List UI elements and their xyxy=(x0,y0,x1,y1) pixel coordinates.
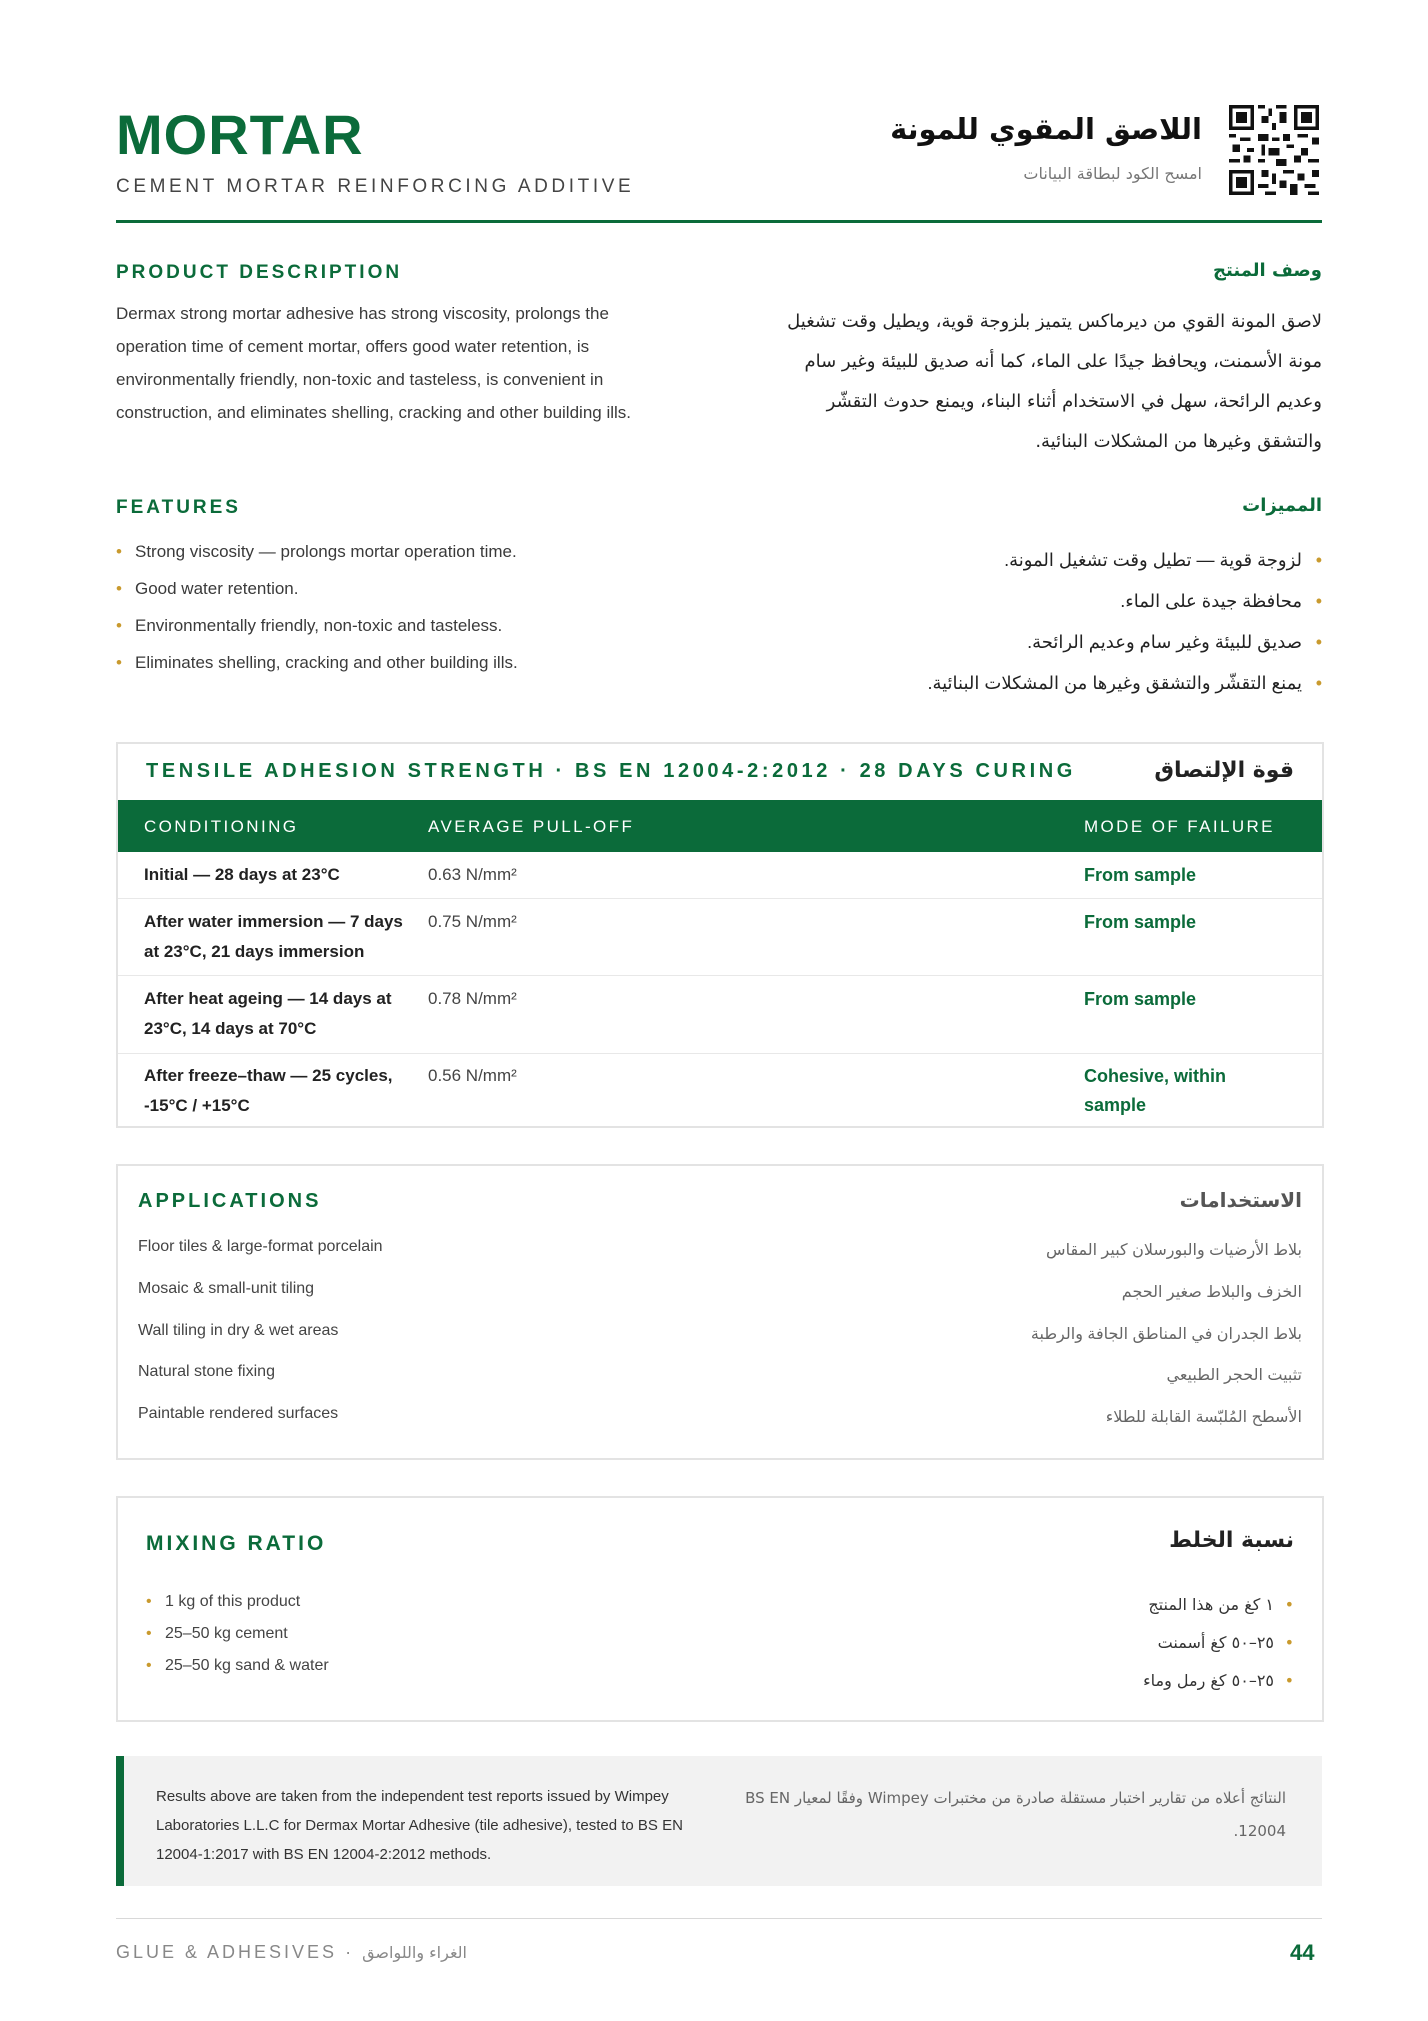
note-text: Results above are taken from the independent test reports issued by Wimpey Laboratories L.L.C for Dermax Mortar Adhesive (tile adhesive), tested to BS EN 12004-1:2017 with BS EN 12004-2:2012 methods. xyxy=(156,1788,683,1863)
features-heading-arabic: المميزات xyxy=(1242,495,1322,516)
application-item-arabic: الأسطح المُلبّسة القابلة للطلاء xyxy=(1105,1409,1302,1426)
feature-item-arabic: • يمنع التقشّر والتشقق وغيرها من المشكلات البنائية. xyxy=(702,663,1322,704)
footer-divider xyxy=(116,1918,1322,1919)
mixing-item: • 25–50 kg cement xyxy=(146,1618,329,1650)
cell-mode-of-failure: Cohesive, within sample xyxy=(1084,1066,1227,1115)
column-header-pull-off: AVERAGE PULL-OFF xyxy=(428,817,635,836)
description-heading: PRODUCT DESCRIPTION xyxy=(116,262,403,283)
product-title-arabic: اللاصق المقوي للمونة xyxy=(890,112,1202,146)
cell-mode-of-failure: From sample xyxy=(1084,865,1197,885)
applications-heading: APPLICATIONS xyxy=(138,1190,322,1212)
cell-pull-off: 0.78 N/mm² xyxy=(428,989,517,1008)
column-header-mode: MODE OF FAILURE xyxy=(1084,817,1275,836)
table-title: TENSILE ADHESION STRENGTH · BS EN 12004-2:2012 · 28 DAYS CURING xyxy=(146,760,1076,782)
cell-pull-off: 0.75 N/mm² xyxy=(428,912,517,931)
features-list-arabic xyxy=(702,540,1322,704)
applications-heading-arabic: الاستخدامات xyxy=(1179,1188,1302,1212)
application-item-arabic: بلاط الأرضيات والبورسلان كبير المقاس xyxy=(1046,1242,1302,1259)
application-item: Natural stone fixing xyxy=(138,1363,275,1380)
description-heading-arabic: وصف المنتج xyxy=(1213,260,1322,281)
cell-pull-off: 0.63 N/mm² xyxy=(428,865,517,884)
note-text-arabic: النتائج أعلاه من تقارير اختبار مستقلة صادرة من مختبرات Wimpey وفقًا لمعيار BS EN 12004. xyxy=(745,1789,1286,1840)
cell-conditioning: Initial — 28 days at 23°C xyxy=(144,865,340,884)
description-text: Dermax strong mortar adhesive has strong viscosity, prolongs the operation time of cement mortar, offers good water retention, is environmentally friendly, non-toxic and tasteless, is convenient in construction, and eliminates shelling, cracking and other building ills. xyxy=(116,304,632,422)
feature-item: • Strong viscosity — prolongs mortar operation time. xyxy=(116,533,686,570)
application-item-arabic: الخزف والبلاط صغير الحجم xyxy=(1121,1284,1302,1301)
product-title: MORTAR xyxy=(116,103,364,166)
footer-category-arabic: الغراء واللواصق xyxy=(362,1943,467,1962)
application-item: Floor tiles & large-format porcelain xyxy=(138,1238,383,1255)
feature-item-arabic: • صديق للبيئة وغير سام وعديم الرائحة. xyxy=(702,622,1322,663)
application-item: Paintable rendered surfaces xyxy=(138,1405,339,1422)
table-header-row xyxy=(118,800,1322,852)
application-item: Wall tiling in dry & wet areas xyxy=(138,1322,339,1339)
header-divider xyxy=(116,220,1322,223)
feature-item-arabic: • محافظة جيدة على الماء. xyxy=(702,581,1322,622)
column-header-conditioning: CONDITIONING xyxy=(144,817,299,836)
tensile-strength-table xyxy=(116,742,1324,1128)
product-subtitle: CEMENT MORTAR REINFORCING ADDITIVE xyxy=(116,176,635,197)
applications-card xyxy=(116,1164,1324,1460)
mixing-heading: MIXING RATIO xyxy=(146,1532,327,1555)
mixing-item-arabic: • ٢٥–٥٠ كغ أسمنت xyxy=(994,1624,1294,1662)
footer-category-label: GLUE & ADHESIVES · xyxy=(116,1942,355,1962)
cell-conditioning: After water immersion — 7 days at 23°C, 21 days immersion xyxy=(144,912,403,961)
mixing-item: • 25–50 kg sand & water xyxy=(146,1650,329,1682)
test-results-note xyxy=(116,1756,1322,1886)
note-accent-bar xyxy=(116,1756,124,1886)
mixing-list xyxy=(146,1586,329,1682)
application-item-arabic: تثبيت الحجر الطبيعي xyxy=(1166,1367,1302,1384)
feature-item: • Eliminates shelling, cracking and other building ills. xyxy=(116,644,686,681)
application-item-arabic: بلاط الجدران في المناطق الجافة والرطبة xyxy=(1030,1326,1302,1343)
description-text-arabic: لاصق المونة القوي من ديرماكس يتميز بلزوجة قوية، ويطيل وقت تشغيل مونة الأسمنت، ويحافظ جيدًا على الماء، كما أنه صديق للبيئة وغير سام وعديم الرائحة، سهل في الاستخدام أثناء البناء، ويمنع حدوث التقشّر والتشقق وغيرها من المشكلات البنائية. xyxy=(787,311,1322,452)
mixing-item-arabic: • ٢٥–٥٠ كغ رمل وماء xyxy=(994,1662,1294,1700)
cell-mode-of-failure: From sample xyxy=(1084,912,1197,932)
feature-item-arabic: • لزوجة قوية — تطيل وقت تشغيل المونة. xyxy=(702,540,1322,581)
table-row xyxy=(118,976,1322,1054)
cell-conditioning: After heat ageing — 14 days at 23°C, 14 days at 70°C xyxy=(144,989,392,1038)
mixing-ratio-card xyxy=(116,1496,1324,1722)
footer-category xyxy=(116,1942,467,1963)
mixing-item-arabic: • ١ كغ من هذا المنتج xyxy=(994,1586,1294,1624)
mixing-heading-arabic: نسبة الخلط xyxy=(1169,1528,1294,1553)
table-row xyxy=(118,852,1322,899)
features-list xyxy=(116,533,686,681)
table-title-arabic: قوة الإلتصاق xyxy=(1154,758,1294,783)
cell-conditioning: After freeze–thaw — 25 cycles, -15°C / +15°C xyxy=(144,1066,393,1115)
application-item: Mosaic & small-unit tiling xyxy=(138,1280,315,1297)
qr-code-icon[interactable] xyxy=(1229,105,1319,195)
table-row xyxy=(118,899,1322,976)
feature-item: • Good water retention. xyxy=(116,570,686,607)
feature-item: • Environmentally friendly, non-toxic and tasteless. xyxy=(116,607,686,644)
cell-mode-of-failure: From sample xyxy=(1084,989,1197,1009)
table-row xyxy=(118,1054,1322,1126)
cell-pull-off: 0.56 N/mm² xyxy=(428,1066,517,1085)
page-number: 44 xyxy=(1290,1940,1315,1965)
mixing-item: • 1 kg of this product xyxy=(146,1586,329,1618)
scan-instruction-arabic: امسح الكود لبطاقة البيانات xyxy=(1023,164,1202,183)
features-heading: FEATURES xyxy=(116,497,241,518)
mixing-list-arabic xyxy=(994,1586,1294,1700)
